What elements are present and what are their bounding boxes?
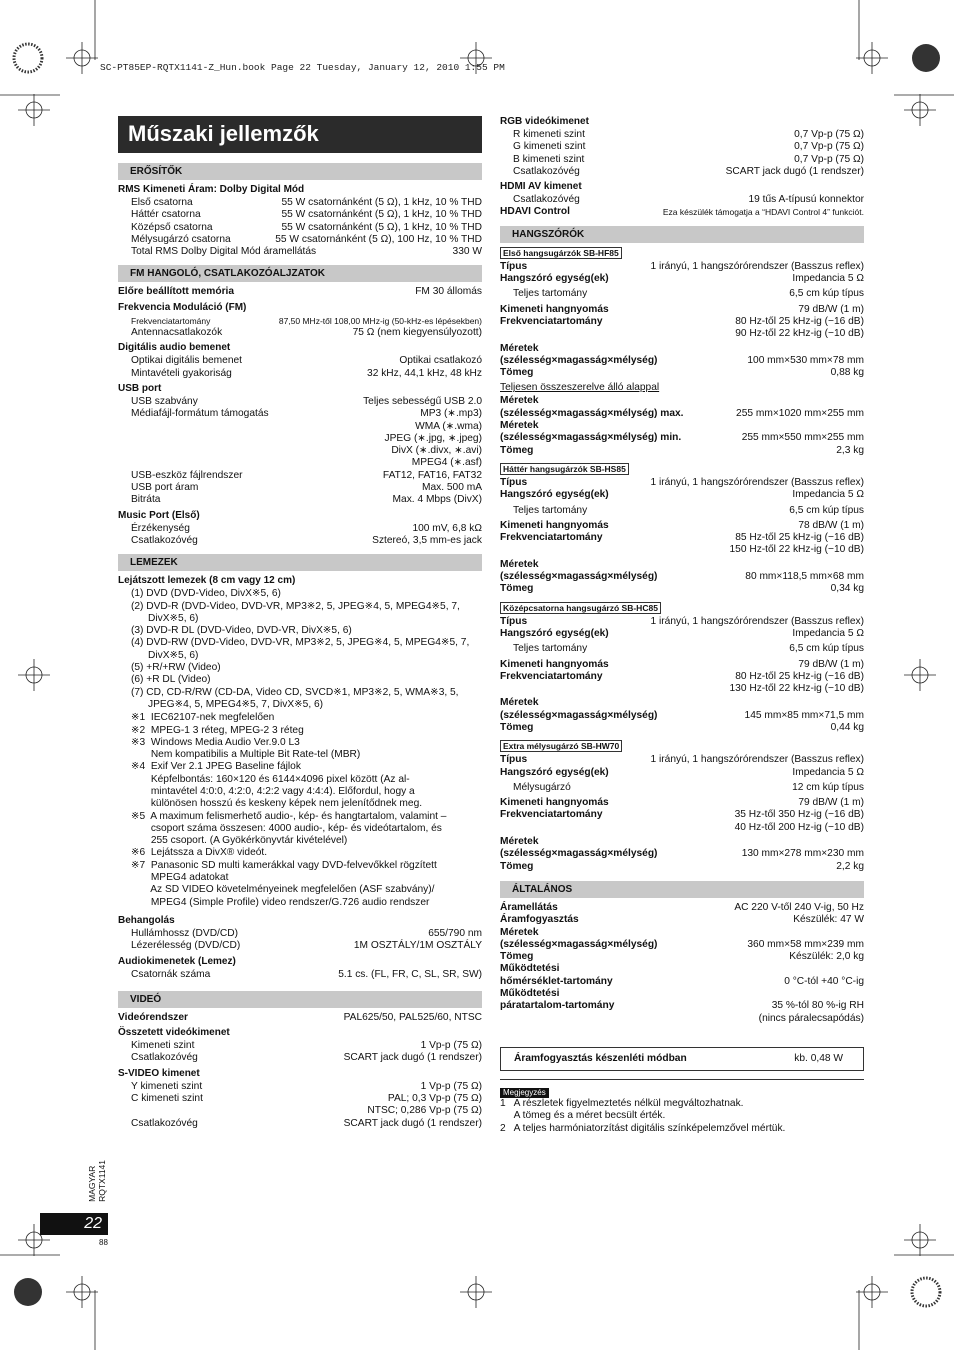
text-line: 255 csoport. (A Gyökérkönyvtár kivételével) (131, 835, 348, 847)
text-line: DivX※5, 6) (131, 612, 199, 624)
section-discs: LEMEZEK (118, 554, 482, 571)
subhead: USB port (118, 382, 162, 394)
section-video: VIDEÓ (118, 991, 482, 1008)
spec-row: Érzékenység 100 mV, 6,8 kΩ (131, 522, 482, 534)
spec-row: DivX (∗.divx, ∗.avi) (391, 445, 482, 457)
spec-row: Csatlakozóvég SCART jack dugó (1 rendszer) (513, 165, 864, 177)
text-line: A tömeg és a méret becsült érték. (500, 1110, 666, 1122)
spec-row: Csatlakozóvég SCART jack dugó (1 rendszer) (131, 1117, 482, 1129)
assembled-note: Teljesen összeszerelve álló alappal (500, 382, 660, 394)
text-line: Az SD VIDEO követelményeinek megfelelően (ASF szabvány)/ (131, 884, 435, 896)
right-column: RGB videókimenet R kimeneti szint 0,7 Vp-p (75 Ω) G kimeneti szint 0,7 Vp-p (75 Ω) B kimeneti szint 0,7 Vp-p (75 Ω) Csatlakozóvég SCART jack dugó (1 rendszer) HDMI AV kimenet Csatlakozóvég 19 tűs A-típusú konnektor HDAVI Control Eza készülék támogatja a “HDAVI Control 4” funkciót. HANGSZÓRÓK Első hangsugárzók SB-HF85 Típus 1 irányú, 1 hangszórórendszer (Basszus reflex) Hangszóró egység(ek) Impedancia 5 Ω Teljes tartomány 6,5 cm kúp típus Kimeneti hangnyomás 79 dB/W (1 m) Frekvenciatartomány 80 Hz-től 25 kHz-ig (−16 dB) 90 Hz-től 22 kHz-ig (−10 dB) Méretek (szélesség×magasság×mélység) 100 mm×530 mm×78 mm Tömeg 0,88 kg Teljesen összeszerelve álló alappal Méretek (szélesség×magasság×mélység) max. 255 mm×1020 mm×255 mm Méretek (szélesség×magasság×mélység) min. 255 mm×550 mm×255 mm Tömeg 2,3 kg Háttér hangsugárzók SB-HS85 Típus 1 irányú, 1 hangszórórendszer (Basszus reflex) Hangszóró egység(ek) Impedancia 5 Ω Teljes tartomány 6,5 cm kúp típus Kimeneti hangnyomás 78 dB/W (1 m) Frekvenciatartomány 85 Hz-től 25 kHz-ig (−16 dB) 150 Hz-től 22 kHz-ig (−10 dB) Méretek (szélesség×magasság×mélység) 80 mm×118,5 mm×68 mm Tömeg 0,34 kg Középcsatorna hangsugárzó SB-HC85 Típus 1 irányú, 1 hangszórórendszer (Basszus reflex) Hangszóró egység(ek) Impedancia 5 Ω Teljes tartomány 6,5 cm kúp típus Kimeneti hangnyomás 79 dB/W (1 m) Frekvenciatartomány 80 Hz-től 25 kHz-ig (−16 dB) 130 Hz-től 22 kHz-ig (−10 dB) Méretek (szélesség×magasság×mélység) 145 mm×85 mm×71,5 mm Tömeg 0,44 kg Extra mélysugárzó SB-HW70 Típus 1 irányú, 1 hangszórórendszer (Basszus reflex) Hangszóró egység(ek) Impedancia 5 Ω Mélysugárzó 12 cm kúp típus Kimeneti hangnyomás 79 dB/W (1 m) Frekvenciatartomány 35 Hz-től 350 Hz-ig (−16 dB) 40 Hz-től 200 Hz-ig (−10 dB) Méretek (szélesség×magasság×mélység) 130 mm×278 mm×230 mm Tömeg 2,2 kg ÁLTALÁNOS Áramellátás AC 220 V-től 240 V-ig, 50 Hz Áramfogyasztás Készülék: 47 W Méretek (szélesség×magasság×mélység) 360 mm×58 mm×239 mm Tömeg Készülék: 2,0 kg Működtetési hőmérséklet-tartomány 0 °C-tól +40 °C-ig Működtetési páratartalom-tartomány 35 %-tól 80 %-ig RH (nincs páralecsapódás) Áramfogyasztás készenléti módban kb. 0,48 W Megjegyzés 1 A részletek figyelmeztetés nélkül megváltozhatnak. A tömeg és a méret becsült érték. 2 A teljes harmóniatorzítást digitális színképelemzővel mértük. (500, 116, 864, 1134)
text-line: ※3 Windows Media Audio Ver.9.0 L3 (131, 736, 300, 748)
text-line: (6) +R DL (Video) (131, 674, 211, 686)
spec-row: Hullámhossz (DVD/CD) 655/790 nm (131, 927, 482, 939)
text-line: (7) CD, CD-R/RW (CD-DA, Video CD, SVCD※1, MP3※2, 5, WMA※3, 5, (131, 686, 459, 698)
spec-row: Kimeneti szint 1 Vp-p (75 Ω) (131, 1040, 482, 1052)
spec-row: WMA (∗.wma) (415, 420, 482, 432)
section-fm: FM HANGOLÓ, CSATLAKOZÓALJZATOK (118, 265, 482, 282)
side-language-label: MAGYAR RQTX1141 (87, 1160, 107, 1202)
spec-row: USB-eszköz fájlrendszer FAT12, FAT16, FAT32 (131, 469, 482, 481)
text-line: ※7 Panasonic SD multi kamerákkal vagy DVD-felvevőkkel rögzített (131, 859, 437, 871)
speaker-label-center: Középcsatorna hangsugárzó SB-HC85 (500, 602, 661, 614)
spec-row: Frekvenciatartomány 87,50 MHz-től 108,00 MHz-ig (50-kHz-es lépésekben) (131, 315, 482, 326)
book-header-line: SC-PT85EP-RQTX1141-Z_Hun.book Page 22 Tuesday, January 12, 2010 1:55 PM (100, 62, 505, 73)
text-line: (5) +R/+RW (Video) (131, 662, 221, 674)
spec-row: Csatlakozóvég SCART jack dugó (1 rendszer) (131, 1052, 482, 1064)
spec-row: Csatornák száma 5.1 cs. (FL, FR, C, SL, SR, SW) (131, 968, 482, 980)
spec-row: Lézerélesség (DVD/CD) 1M OSZTÁLY/1M OSZTÁLY (131, 940, 482, 952)
text-line: különösen hosszú és keskeny képek nem jelenítődnek meg. (131, 798, 423, 810)
subhead: S-VIDEO kimenet (118, 1067, 200, 1079)
spec-row: Csatlakozóvég Sztereó, 3,5 mm-es jack (131, 534, 482, 546)
speaker-label-subwoofer: Extra mélysugárzó SB-HW70 (500, 740, 622, 752)
rgb-rows (500, 129, 864, 178)
spec-row: Bitráta Max. 4 Mbps (DivX) (131, 494, 482, 506)
spec-row: USB szabvány Teljes sebességű USB 2.0 (131, 395, 482, 407)
text-line: (2) DVD-R (DVD-Video, DVD-VR, MP3※2, 5, JPEG※4, 5, MPEG4※5, 7, (131, 600, 460, 612)
amp-rows (118, 197, 482, 258)
spec-row: Optikai digitális bemenet Optikai csatlakozó (131, 355, 482, 367)
spec-row: B kimeneti szint 0,7 Vp-p (75 Ω) (513, 153, 864, 165)
subhead: Lejátszott lemezek (8 cm vagy 12 cm) (118, 575, 296, 587)
text-line: (4) DVD-RW (DVD-Video, DVD-VR, MP3※2, 5, JPEG※4, 5, MPEG4※5, 7, (131, 637, 470, 649)
subhead: Összetett videókimenet (118, 1027, 230, 1039)
subhead: Digitális audio bemenet (118, 342, 231, 354)
speaker-label-front: Első hangsugárzók SB-HF85 (500, 247, 622, 259)
spec-row: USB port áram Max. 500 mA (131, 482, 482, 494)
subhead-rms: RMS Kimeneti Áram: Dolby Digital Mód (118, 184, 305, 195)
section-general: ÁLTALÁNOS (500, 881, 864, 898)
text-line: 2 A teljes harmóniatorzítást digitális színképelemzővel mértük. (500, 1122, 786, 1134)
text-line: JPEG※4, 5, MPEG4※5, 7, DivX※5, 6) (131, 698, 324, 710)
subhead: Frekvencia Moduláció (FM) (118, 301, 247, 313)
text-line: (1) DVD (DVD-Video, DivX※5, 6) (131, 588, 281, 600)
spec-row: Mintavételi gyakoriság 32 kHz, 44,1 kHz, 48 kHz (131, 367, 482, 379)
spec-row: Első csatorna 55 W csatornánként (5 Ω), 1 kHz, 10 % THD (131, 197, 482, 208)
subhead: RGB videókimenet (500, 116, 589, 127)
speaker-label-surround: Háttér hangsugárzók SB-HS85 (500, 463, 629, 475)
text-line: 1 A részletek figyelmeztetés nélkül megváltozhatnak. (500, 1097, 744, 1109)
notes (500, 1098, 864, 1135)
spec-row: JPEG (∗.jpg, ∗.jpeg) (384, 432, 482, 444)
text-line: DivX※5, 6) (131, 649, 199, 661)
spec-row: NTSC; 0,286 Vp-p (75 Ω) (367, 1105, 482, 1117)
disc-notes (118, 712, 482, 909)
note-label: Megjegyzés (500, 1088, 549, 1098)
left-column (118, 116, 482, 1130)
text-line: mintavétel 4:0:0, 4:2:0, 4:2:2 vagy 4:4:4). Előfordul, hogy a (131, 785, 415, 797)
subhead: HDMI AV kimenet (500, 181, 582, 193)
text-line: MPEG4 adatokat (131, 872, 229, 884)
subhead: Audiokimenetek (Lemez) (118, 955, 236, 967)
section-amplifier: ERŐSÍTŐK (118, 163, 482, 180)
spec-row: HDAVI Control Eza készülék támogatja a “HDAVI Control 4” funkciót. (500, 206, 864, 218)
standby-power-box: Áramfogyasztás készenléti módban kb. 0,48 W (500, 1047, 864, 1071)
spec-row: Y kimeneti szint 1 Vp-p (75 Ω) (131, 1080, 482, 1092)
divider (500, 1079, 864, 1080)
text-line: Képfelbontás: 160×120 és 6144×4096 pixel között (Az al- (131, 773, 410, 785)
page-number-secondary: 88 (99, 1238, 108, 1247)
spec-row: Középső csatorna 55 W csatornánként (5 Ω), 1 kHz, 10 % THD (131, 221, 482, 233)
text-line: ※6 Lejátssza a DivX® videót. (131, 847, 268, 859)
spec-row: Antennacsatlakozók 75 Ω (nem kiegyensúlyozott) (131, 327, 482, 339)
spec-row: Előre beállított memória FM 30 állomás (118, 286, 482, 298)
text-line: (3) DVD-R DL (DVD-Video, DVD-VR, DivX※5, 6) (131, 625, 352, 637)
spec-row: Videórendszer PAL625/50, PAL525/60, NTSC (118, 1011, 482, 1023)
page-title: Műszaki jellemzők (118, 116, 482, 153)
spec-row: Total RMS Dolby Digital Mód áramellátás 330 W (131, 246, 482, 258)
page-number: 22 (40, 1213, 108, 1235)
text-line: MPEG4 (Simple Profile) video rendszer/G.726 audio rendszer (131, 896, 430, 908)
text-line: ※5 A maximum felismerhető audio-, kép- és hangtartalom, valamint – (131, 810, 447, 822)
spec-row: C kimeneti szint PAL; 0,3 Vp-p (75 Ω) (131, 1093, 482, 1105)
text-line: csoport száma összesen: 4000 audio-, kép- és videótartalom, és (131, 822, 442, 834)
spec-row: Csatlakozóvég 19 tűs A-típusú konnektor (513, 194, 864, 206)
spec-row: G kimeneti szint 0,7 Vp-p (75 Ω) (513, 141, 864, 153)
spec-row: Mélysugárzó csatorna 55 W csatornánként (5 Ω), 100 Hz, 10 % THD (131, 233, 482, 245)
text-line: ※2 MPEG-1 3 réteg, MPEG-2 3 réteg (131, 724, 304, 736)
spec-row: R kimeneti szint 0,7 Vp-p (75 Ω) (513, 129, 864, 140)
spec-row: MPEG4 (∗.asf) (411, 457, 482, 469)
section-speakers: HANGSZÓRÓK (500, 226, 864, 243)
spec-row: Háttér csatorna 55 W csatornánként (5 Ω), 1 kHz, 10 % THD (131, 209, 482, 221)
text-line: Nem kompatibilis a Multiple Bit Rate-tel (MBR) (131, 749, 361, 761)
subhead: Behangolás (118, 914, 175, 926)
text-line: ※1 IEC62107-nek megfelelően (131, 712, 275, 724)
subhead: Music Port (Első) (118, 509, 200, 521)
text-line: ※4 Exif Ver 2.1 JPEG Baseline fájlok (131, 761, 301, 773)
disc-list (118, 588, 482, 711)
spec-row: Médiafájl-formátum támogatás MP3 (∗.mp3) (131, 408, 482, 420)
